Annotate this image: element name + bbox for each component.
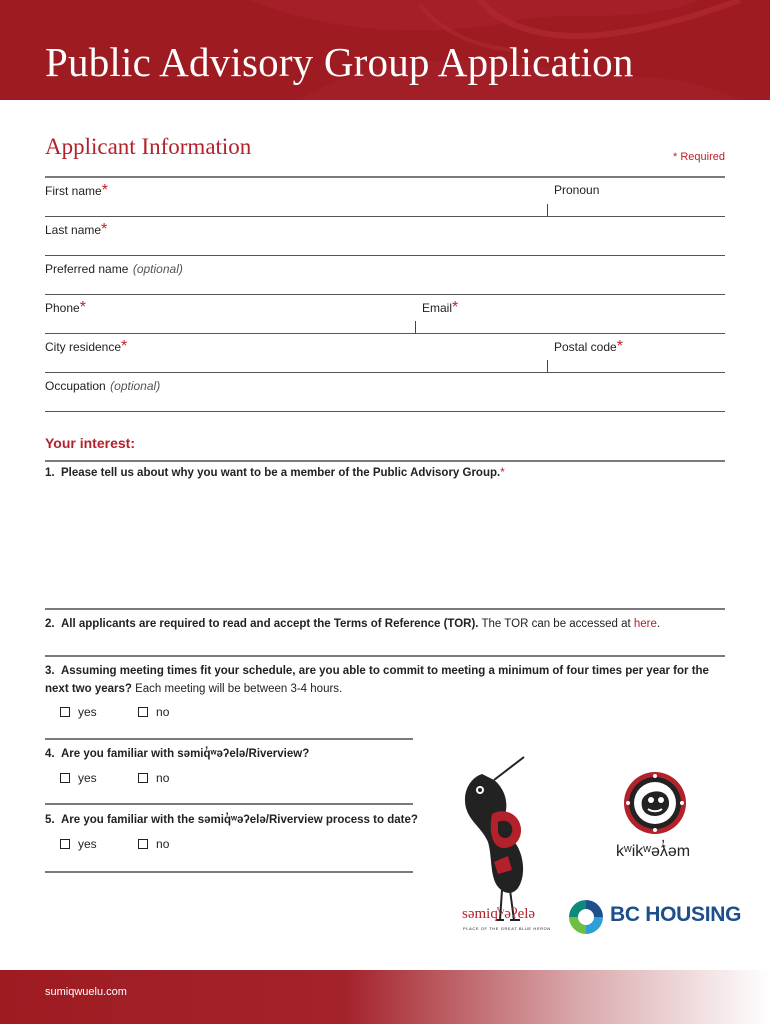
q4-no-checkbox[interactable]: no (138, 771, 169, 785)
last-name-field[interactable]: Last name* (45, 221, 108, 238)
first-name-line (45, 216, 725, 217)
first-name-field[interactable]: First name* (45, 182, 108, 199)
phone-field[interactable]: Phone* (45, 299, 86, 316)
city-field[interactable]: City residence* (45, 338, 128, 355)
header-banner (0, 0, 770, 100)
tor-link[interactable]: here (633, 618, 657, 630)
question-1-answer-area[interactable] (45, 486, 725, 606)
last-name-line (45, 255, 725, 256)
phone-label: Phone (45, 301, 80, 315)
question-5-options (60, 837, 207, 852)
checkbox-icon (138, 707, 148, 717)
heron-logo-icon (452, 752, 542, 932)
footer-bar (0, 970, 770, 1024)
field-separator (547, 204, 548, 216)
q4-yes-checkbox[interactable]: yes (60, 771, 97, 785)
section-divider (45, 176, 725, 178)
section-divider (45, 460, 725, 462)
question-2: 2. All applicants are required to read and accept the Terms of Reference (TOR). The TOR can be accessed at here. (45, 618, 661, 630)
preferred-name-field[interactable]: Preferred name (optional) (45, 262, 183, 276)
question-4: 4. Are you familiar with səmiq̓ʷəʔelə/Riverview? (45, 748, 310, 760)
page-title: Public Advisory Group Application (45, 39, 634, 85)
q5-no-checkbox[interactable]: no (138, 837, 169, 851)
preferred-name-line (45, 294, 725, 295)
kwikwetlem-logo-icon (622, 770, 688, 836)
bc-housing-logo-text: BC HOUSING (610, 903, 742, 926)
occupation-label: Occupation (45, 379, 106, 393)
checkbox-icon (60, 773, 70, 783)
question-1-line (45, 608, 725, 610)
bc-housing-logo-icon (568, 899, 604, 935)
checkbox-icon (60, 707, 70, 717)
question-3-options (60, 705, 207, 720)
heron-logo-text: səmiq̓ʷəʔelə (462, 906, 536, 922)
question-3: 3. Assuming meeting times fit your schedule, are you able to commit to meeting a minimum of four times per year for the next two years? Each meeting will be between 3-4 hours. (45, 665, 709, 695)
question-4-line (45, 803, 413, 805)
pronoun-label: Pronoun (554, 183, 600, 197)
postal-code-field[interactable]: Postal code* (554, 338, 623, 355)
email-field[interactable]: Email* (422, 299, 459, 316)
occupation-line (45, 411, 725, 412)
footer-website-link[interactable]: sumiqwuelu.com (45, 986, 127, 998)
question-5-line (45, 871, 413, 873)
checkbox-icon (138, 839, 148, 849)
phone-line (45, 333, 725, 334)
occupation-field[interactable]: Occupation (optional) (45, 379, 161, 393)
q5-yes-checkbox[interactable]: yes (60, 837, 97, 851)
city-label: City residence (45, 340, 122, 354)
first-name-label: First name (45, 184, 102, 198)
field-separator (547, 360, 548, 372)
preferred-name-label: Preferred name (45, 262, 129, 276)
pronoun-field[interactable] (554, 181, 599, 199)
checkbox-icon (60, 839, 70, 849)
q3-no-checkbox[interactable]: no (138, 705, 169, 719)
q3-yes-checkbox[interactable]: yes (60, 705, 97, 719)
question-5: 5. Are you familiar with the səmiq̓ʷəʔelə/Riverview process to date? (45, 814, 418, 826)
city-line (45, 372, 725, 373)
field-separator (415, 321, 416, 333)
question-1: 1. Please tell us about why you want to be a member of the Public Advisory Group.* (45, 467, 505, 479)
required-note: * Required (673, 151, 725, 163)
section-title-interest: Your interest: (45, 435, 135, 451)
heron-logo-subtitle: PLACE OF THE GREAT BLUE HERON (463, 926, 551, 931)
checkbox-icon (138, 773, 148, 783)
postal-code-label: Postal code (554, 340, 617, 354)
section-title-applicant: Applicant Information (45, 134, 252, 159)
question-4-options (60, 771, 207, 786)
kwikwetlem-logo-text: kʷikʷəƛ̓əm (616, 843, 691, 860)
question-2-line (45, 655, 725, 657)
last-name-label: Last name (45, 223, 102, 237)
question-3-line (45, 738, 413, 740)
email-label: Email (422, 301, 453, 315)
